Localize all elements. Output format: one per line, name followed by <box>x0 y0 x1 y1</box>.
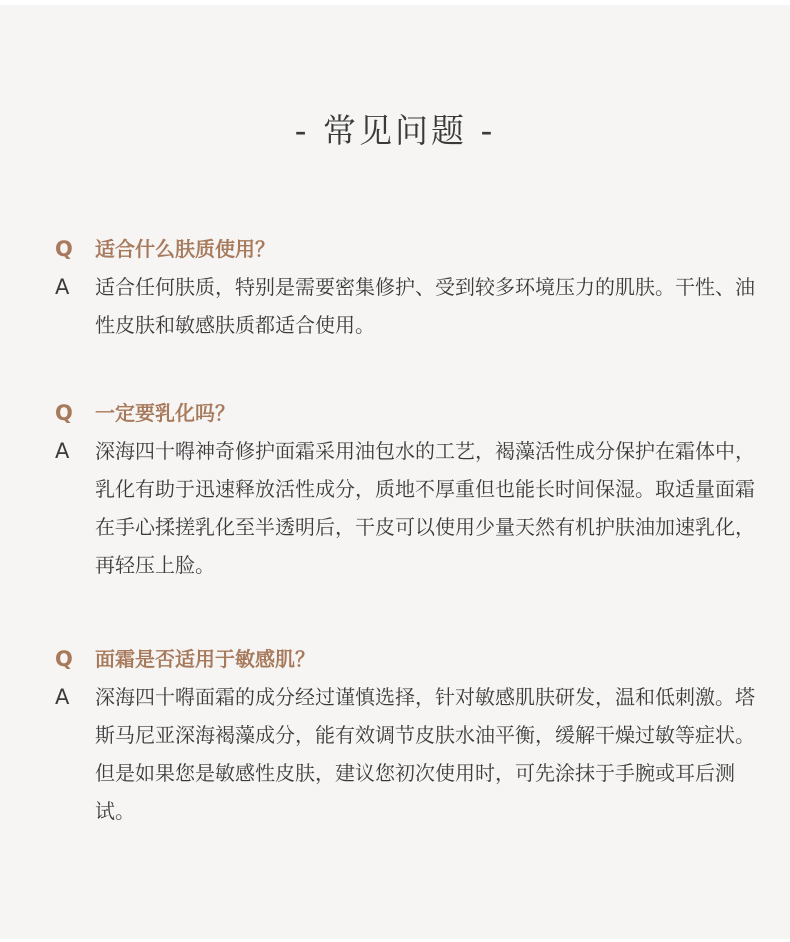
a-marker: A <box>55 439 70 463</box>
question-row <box>55 640 755 678</box>
answer-text: 适合任何肤质，特别是需要密集修护、受到较多环境压力的肌肤。干性、油性皮肤和敏感肤质都适合使用。 <box>95 275 755 337</box>
answer-row <box>55 268 755 344</box>
q-marker: Q <box>55 647 73 671</box>
answer-text: 深海四十嘚神奇修护面霜采用油包水的工艺，褐藻活性成分保护在霜体中，乳化有助于迅速释放活性成分，质地不厚重但也能长时间保湿。取适量面霜在手心揉搓乳化至半透明后，干皮可以使用少量天然有机护肤油加速乳化，再轻压上脸。 <box>95 439 755 577</box>
page-title: - 常见问题 - <box>294 111 496 150</box>
a-marker: A <box>55 685 70 709</box>
question-text: 一定要乳化吗？ <box>95 401 235 425</box>
question-row <box>55 394 755 432</box>
faq-item-3 <box>55 640 755 830</box>
faq-item-1 <box>55 230 755 344</box>
faq-item-2 <box>55 394 755 584</box>
answer-row <box>55 678 755 830</box>
question-text: 面霜是否适用于敏感肌？ <box>95 647 315 671</box>
answer-text: 深海四十嘚面霜的成分经过谨慎选择，针对敏感肌肤研发，温和低刺激。塔斯马尼亚深海褐藻成分，能有效调节皮肤水油平衡，缓解干燥过敏等症状。但是如果您是敏感性皮肤，建议您初次使用时，可先涂抹于手腕或耳后测试。 <box>95 685 755 823</box>
question-row <box>55 230 755 268</box>
q-marker: Q <box>55 237 73 261</box>
answer-row <box>55 432 755 584</box>
faq-page <box>0 5 790 939</box>
question-text: 适合什么肤质使用？ <box>95 237 275 261</box>
q-marker: Q <box>55 401 73 425</box>
a-marker: A <box>55 275 70 299</box>
